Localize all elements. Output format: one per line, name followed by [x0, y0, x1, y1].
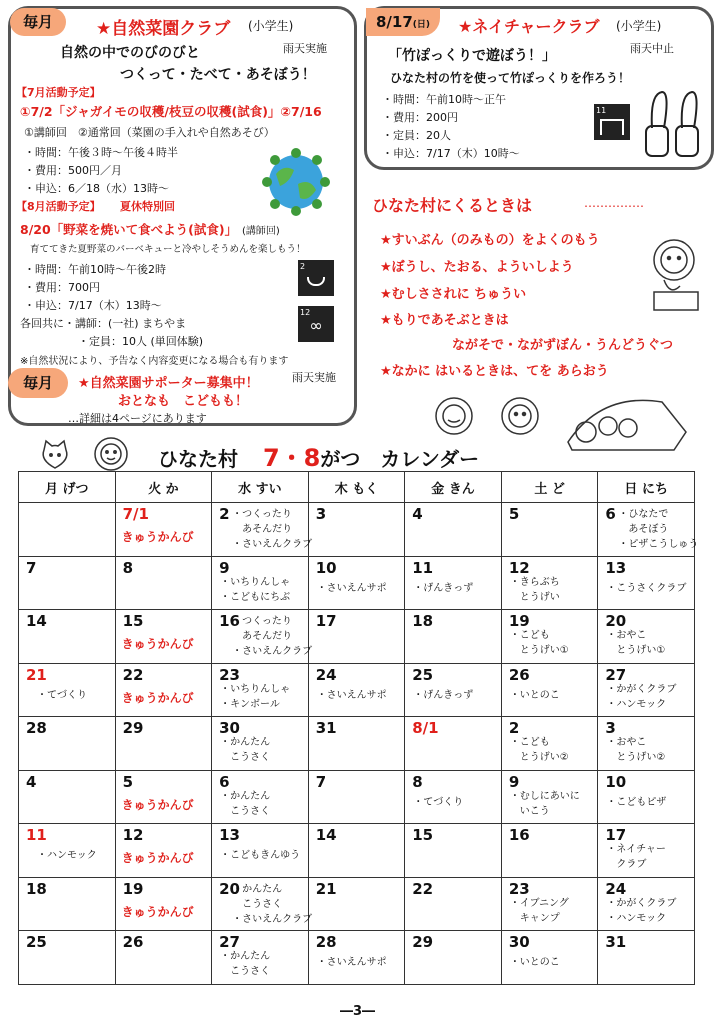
calendar-week-row: [19, 770, 695, 824]
day-number: 3: [315, 505, 327, 523]
weekday-header: 月 げつ: [19, 472, 116, 503]
day-number: 10: [605, 772, 627, 791]
calendar-day-cell: [212, 556, 309, 610]
calendar-day-cell: [19, 503, 116, 557]
calendar-day-cell: [405, 556, 502, 610]
calendar-day-cell: [115, 770, 212, 824]
rule-item: ★ぼうし、たおる、よういしよう: [380, 260, 574, 275]
day-number: 4: [412, 505, 423, 523]
capacity: ・定員：10人 (単回体験): [78, 335, 204, 348]
calendar-day-cell: [308, 663, 405, 717]
july-time: ・時間：午後３時〜午後４時半: [24, 146, 178, 159]
calendar-day-cell: [501, 663, 598, 717]
calendar-day-cell: [405, 931, 502, 985]
day-number: 27: [605, 665, 627, 684]
calendar-day-cell: [19, 877, 116, 931]
day-events: ・さいえんサポ: [316, 582, 387, 594]
day-number: 17: [605, 826, 627, 844]
day-number: 22: [412, 879, 434, 898]
sdg-2-icon: 2: [298, 260, 334, 296]
day-events: ・ハンモック: [37, 850, 97, 861]
day-events: ・いちりんしゃ ・キンボール: [220, 683, 291, 710]
calendar-day-cell: [19, 610, 116, 664]
weekday-header: 金 きん: [405, 472, 502, 503]
calendar-day-cell: [598, 931, 695, 985]
day-events: ・むしにあいに いこう: [509, 790, 580, 817]
day-number: 27: [219, 933, 240, 951]
nature-club-grade: (小学生): [616, 19, 662, 33]
calendar-day-cell: [19, 717, 116, 771]
day-events: ・さいえんサポ: [316, 689, 387, 701]
calendar-day-cell: [598, 717, 695, 771]
supporter-sub: おとなも こどもも！: [118, 394, 249, 409]
day-events: ・げんきっず: [413, 582, 474, 594]
closed-day-label: きゅうかんび: [121, 690, 194, 705]
calendar-day-cell: [308, 931, 405, 985]
calendar-day-cell: [308, 610, 405, 664]
day-number: 3: [605, 719, 616, 737]
aug-time: ・時間：午前10時〜午後2時: [24, 263, 166, 276]
day-events: ・かがくクラブ ・ハンモック: [606, 683, 677, 710]
calendar-day-cell: [115, 503, 212, 557]
calendar-day-cell: [19, 556, 116, 610]
day-events: ・つくったり あそんだり ・さいえんクラブ: [232, 616, 313, 657]
day-number: 30: [508, 933, 530, 951]
monthly-tab: 毎月: [10, 8, 66, 36]
calendar-day-cell: [598, 663, 695, 717]
calendar-day-cell: [308, 770, 405, 824]
sdg-12-icon: 12 ∞: [298, 306, 334, 342]
weekday-header: 水 すい: [212, 472, 309, 503]
day-number: 2: [508, 719, 520, 737]
nature-club-apply: ・申込：7/17（木）10時〜: [382, 147, 520, 160]
day-number: 20: [219, 879, 240, 898]
earth-icon: [262, 148, 330, 216]
calendar-day-cell: [212, 663, 309, 717]
calendar-day-cell: [212, 717, 309, 771]
day-number: 15: [412, 826, 434, 844]
lion-face-icon: [92, 435, 130, 473]
calendar-day-cell: [308, 877, 405, 931]
calendar-day-cell: [308, 824, 405, 878]
calendar-day-cell: [308, 717, 405, 771]
garden-club-tagline-2: つくって・たべて・あそぼう！: [120, 67, 316, 83]
calendar-day-cell: [308, 503, 405, 557]
calendar-day-cell: [212, 931, 309, 985]
weekday-header: 火 か: [115, 472, 212, 503]
day-events: ・げんきっず: [413, 689, 474, 701]
weekday-header: 土 ど: [501, 472, 598, 503]
day-events: ・てづくり: [37, 689, 87, 701]
day-events: ・きらぶち とうげい: [509, 576, 560, 603]
calendar-day-cell: [308, 556, 405, 610]
calendar-day-cell: [501, 610, 598, 664]
calendar-day-cell: [598, 556, 695, 610]
day-events: ・ネイチャー クラブ: [606, 844, 666, 870]
supporter-detail: …詳細は4ページにあります: [68, 412, 207, 425]
day-events: ・こどもきんゆう: [220, 850, 301, 861]
aug-plan-line: 8/20「野菜を焼いて食べよう(試食)」: [20, 222, 238, 237]
calendar-day-cell: [115, 556, 212, 610]
day-events: ・こうさくクラブ: [606, 582, 687, 594]
calendar-week-row: [19, 931, 695, 985]
day-number: 29: [122, 719, 144, 737]
calendar-day-cell: [19, 824, 116, 878]
day-number: 25: [26, 933, 47, 951]
day-number: 9: [508, 772, 520, 791]
day-number: 8: [412, 772, 423, 791]
calendar-day-cell: [405, 824, 502, 878]
calendar-day-cell: [115, 663, 212, 717]
day-number: 14: [315, 826, 337, 844]
calendar-day-cell: [115, 824, 212, 878]
calendar-day-cell: [115, 717, 212, 771]
rules-dots: ……………: [584, 196, 644, 210]
aug-fee: ・費用：700円: [24, 281, 100, 294]
day-events: ・かんたん こうさく: [220, 737, 271, 763]
calendar-day-cell: [598, 877, 695, 931]
day-events: ・かんたん こうさく: [220, 790, 271, 817]
closed-day-label: きゅうかんび: [121, 797, 194, 812]
calendar-week-row: [19, 556, 695, 610]
aug-apply: ・申込：7/17（木）13時〜: [24, 299, 162, 312]
calendar-week-row: [19, 717, 695, 771]
day-number: 23: [219, 665, 240, 684]
aug-special: 夏休特別回: [120, 200, 175, 213]
sdg-11-icon: 11: [594, 104, 630, 140]
calendar-day-cell: [598, 770, 695, 824]
day-number: 28: [26, 719, 47, 737]
calendar-day-cell: [405, 717, 502, 771]
day-number: 31: [605, 933, 627, 951]
day-number: 12: [508, 558, 530, 577]
calendar-day-cell: [501, 824, 598, 878]
calendar-day-cell: [212, 770, 309, 824]
bamboo-stilts-icon: [640, 86, 704, 166]
day-events: ・おやこ とうげい②: [606, 737, 666, 763]
closed-day-label: きゅうかんび: [121, 851, 194, 865]
day-events: ・かんたん こうさく: [220, 951, 271, 977]
nature-club-date-tab: 8/17(日): [366, 8, 440, 36]
july-fee: ・費用：500円／月: [24, 164, 122, 177]
nature-club-title: ★ネイチャークラブ: [458, 17, 600, 36]
day-number: 2: [219, 505, 230, 523]
calendar-week-row: [19, 663, 695, 717]
day-number: 11: [412, 558, 434, 577]
calendar-day-cell: [501, 717, 598, 771]
day-number: 19: [122, 879, 144, 898]
closed-day-label: きゅうかんび: [121, 530, 194, 544]
supporter-title: ★自然菜園サポーター募集中！: [78, 376, 259, 391]
day-number: 24: [605, 879, 627, 898]
lion-washing-hands-icon: [640, 236, 710, 316]
calendar-day-cell: [501, 503, 598, 557]
nature-club-headline: 「竹ぽっくりで遊ぼう！」: [388, 48, 556, 64]
day-number: 29: [412, 933, 434, 951]
nature-club-desc: ひなた村の竹を使って竹ぽっくりを作ろう！: [390, 71, 631, 85]
weekday-header: 日 にち: [598, 472, 695, 503]
day-number: 15: [122, 612, 144, 630]
day-events: ・こども とうげい②: [509, 737, 569, 763]
common-lecturer: 各回共に・講師：(一社) まちやま: [20, 317, 187, 330]
day-number: 21: [26, 665, 47, 684]
day-number: 13: [605, 558, 627, 577]
calendar-day-cell: [115, 610, 212, 664]
rule-item: ★もりであそぶときは: [380, 313, 509, 328]
day-number: 20: [605, 612, 627, 630]
day-number: 5: [508, 505, 520, 523]
nature-club-rain: 雨天中止: [630, 42, 674, 55]
rule-item: ながそで・ながずぼん・うんどうぐつ: [452, 338, 674, 353]
garden-club-tagline-1: 自然の中でのびのびと: [60, 45, 200, 61]
day-events: ・イブニング キャンプ: [509, 897, 569, 924]
july-plan-line: ①7/2「ジャガイモの収穫/枝豆の収穫(試食)」②7/16: [20, 104, 322, 119]
calendar-week-row: [19, 610, 695, 664]
day-number: 14: [26, 612, 47, 630]
day-number: 16: [508, 826, 530, 844]
calendar-day-cell: [405, 503, 502, 557]
day-number: 9: [219, 558, 230, 577]
day-number: 18: [412, 612, 434, 630]
supporter-monthly-tab: 毎月: [8, 368, 68, 398]
day-events: ・いとのこ: [509, 957, 560, 968]
day-number: 22: [122, 665, 144, 684]
closed-day-label: きゅうかんび: [121, 904, 194, 919]
supporter-rain: 雨天実施: [292, 371, 336, 384]
garden-club-title: ★自然菜園クラブ: [96, 19, 231, 39]
rule-item: ★すいぶん（のみもの）をよくのもう: [380, 233, 600, 248]
day-number: 6: [219, 772, 230, 791]
garden-club-grade: (小学生): [248, 19, 294, 33]
calendar-day-cell: [598, 610, 695, 664]
day-events: ・てづくり: [413, 796, 464, 808]
calendar-day-cell: [405, 770, 502, 824]
day-number: 18: [26, 879, 47, 898]
calendar-day-cell: [598, 824, 695, 878]
day-number: 26: [508, 665, 530, 684]
day-events: ・さいえんサポ: [316, 957, 387, 968]
rule-item: ★なかに はいるときは、てを あらおう: [380, 364, 609, 379]
day-number: 25: [412, 665, 434, 684]
calendar-day-cell: [115, 931, 212, 985]
day-events: ・いちりんしゃ ・こどもにちぶ: [220, 576, 291, 603]
calendar-title: ひなた村 7・8がつ カレンダー: [158, 444, 480, 472]
day-number: 17: [315, 612, 337, 630]
day-number: 4: [26, 772, 37, 791]
day-events: ・こども とうげい①: [509, 630, 569, 656]
day-number: 24: [315, 665, 337, 684]
calendar-day-cell: [501, 770, 598, 824]
calendar-day-cell: [212, 610, 313, 664]
day-number: 5: [122, 772, 133, 791]
calendar-day-cell: [598, 503, 699, 557]
calendar-week-row: [19, 503, 695, 557]
calendar-week-row: [19, 824, 695, 878]
calendar-table: [18, 471, 699, 985]
day-number: 10: [315, 558, 337, 577]
day-number: 8/1: [412, 719, 439, 737]
rule-item: ★むしさされに ちゅうい: [380, 287, 527, 302]
nature-club-capacity: ・定員：20人: [382, 129, 451, 142]
day-events: ・つくったり あそんだり ・さいえんクラブ: [232, 509, 313, 550]
calendar-day-cell: [405, 877, 502, 931]
aug-desc: 育ててきた夏野菜のバーベキューと冷やしそうめんを楽しもう！: [30, 244, 306, 255]
calendar-day-cell: [115, 877, 212, 931]
day-number: 7: [315, 772, 327, 791]
calendar-day-cell: [19, 663, 116, 717]
calendar-day-cell: [19, 931, 116, 985]
calendar-day-cell: [501, 877, 598, 931]
page-number: ―3―: [340, 1004, 376, 1019]
day-number: 6: [605, 505, 616, 523]
day-number: 12: [122, 826, 144, 844]
day-events: ・ひなたで あそぼう ・ピザこうしゅう: [618, 509, 699, 550]
calendar-week-row: [19, 877, 695, 931]
calendar-day-cell: [212, 503, 313, 557]
calendar-day-cell: [19, 770, 116, 824]
day-number: 21: [315, 879, 337, 898]
day-number: 8: [122, 558, 133, 577]
garden-club-rain: 雨天実施: [283, 42, 327, 55]
day-number: 28: [315, 933, 337, 951]
calendar-day-cell: [405, 663, 502, 717]
day-number: 11: [26, 826, 47, 844]
day-events: ・かんたん こうさく ・さいえんクラブ: [232, 883, 313, 925]
calendar-day-cell: [212, 824, 309, 878]
day-number: 19: [508, 612, 530, 630]
aug-plan-label: 【8月活動予定】: [16, 200, 101, 213]
day-number: 30: [219, 719, 240, 737]
calendar-day-cell: [405, 610, 502, 664]
nature-club-time: ・時間：午前10時〜正午: [382, 93, 506, 106]
weekday-header: 木 もく: [308, 472, 405, 503]
calendar-day-cell: [501, 556, 598, 610]
day-events: ・かがくクラブ ・ハンモック: [606, 897, 677, 924]
day-number: 26: [122, 933, 144, 951]
day-events: ・いとのこ: [509, 689, 560, 701]
calendar-day-cell: [212, 877, 313, 931]
day-number: 13: [219, 826, 240, 844]
day-number: 7: [26, 558, 37, 577]
day-events: ・こどもピザ: [606, 796, 667, 808]
july-plan-sub: ①講師回 ②通常回（菜園の手入れや自然あそび）: [24, 126, 275, 139]
july-apply: ・申込：6／18（水）13時〜: [24, 182, 169, 195]
rules-title: ひなた村にくるときは: [372, 196, 533, 215]
closed-day-label: きゅうかんび: [121, 637, 194, 651]
kids-in-tent-icon: [562, 392, 692, 454]
day-events: ・おやこ とうげい①: [606, 630, 666, 656]
calendar-day-cell: [501, 931, 598, 985]
change-note: ※自然状況により、予告なく内容変更になる場合も有ります: [20, 356, 289, 367]
day-number: 16: [219, 612, 240, 630]
day-number: 23: [508, 879, 530, 898]
day-number: 31: [315, 719, 337, 737]
cat-face-icon: [38, 438, 72, 472]
nature-club-fee: ・費用：200円: [382, 111, 458, 124]
aug-plan-note: (講師回): [242, 226, 280, 237]
july-plan-label: 【7月活動予定】: [16, 86, 101, 99]
day-number: 7/1: [122, 505, 149, 523]
